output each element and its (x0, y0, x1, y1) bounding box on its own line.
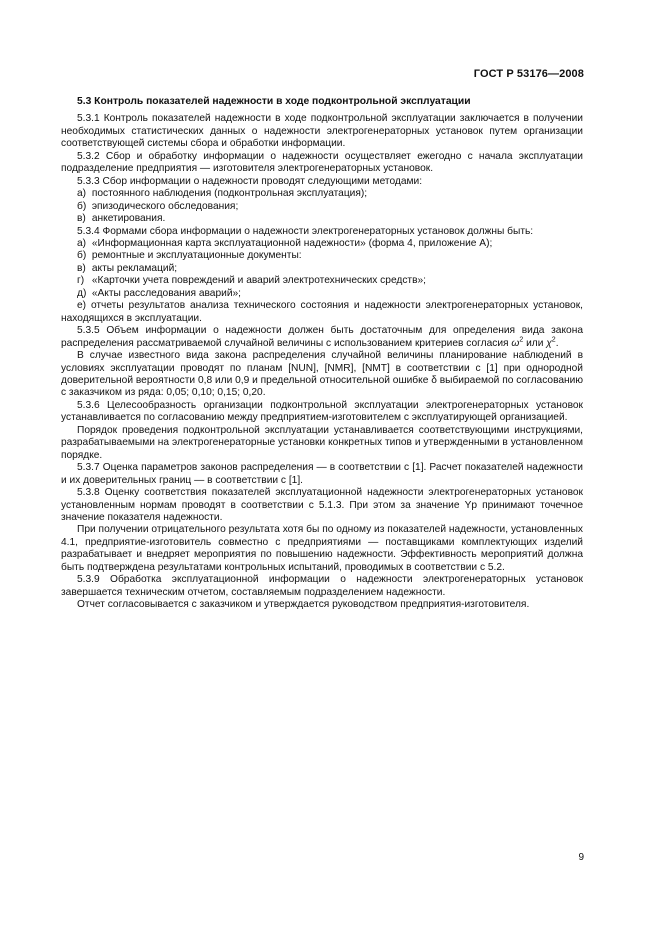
list-item-label: д) (77, 287, 87, 299)
list-item (77, 263, 583, 275)
list-item-label: а) (77, 237, 87, 249)
paragraph-5-3-6-continued: Порядок проведения подконтрольной эксплуатации устанавливается соответствующими инструкциями, разрабатываемыми на электрогенераторные установки конкретных типов и утвержденными в установленном порядке. (61, 424, 583, 461)
omega-symbol: ω (511, 337, 520, 349)
methods-list (61, 188, 583, 225)
list-item-label: б) (77, 250, 87, 262)
list-item-text: акты рекламаций; (91, 262, 178, 274)
document-body (61, 96, 583, 612)
document-standard-number: ГОСТ Р 53176—2008 (473, 68, 584, 80)
superscript-2: 2 (551, 336, 556, 344)
chi-symbol: χ (546, 337, 552, 349)
paragraph-5-3-5-continued: В случае известного вида закона распределения случайной величины планирование наблюдений в условиях эксплуатации проводят по планам [NUN], [NMR], [NMT] в соответствии с [1] при однородной доверительной вероятности 0,8 или 0,9 и предельной относительной ошибке δ выбираемой по согласованию с заказчиком из ряда: 0,05; 0,10; 0,15; 0,20. (61, 350, 583, 399)
list-item-text: постоянного наблюдения (подконтрольная эксплуатация); (91, 188, 368, 200)
list-item-text: анкетирования. (91, 213, 166, 225)
list-item (77, 238, 583, 250)
list-item-text: «Карточки учета повреждений и аварий электротехнических средств»; (91, 275, 426, 287)
list-item-label: б) (77, 200, 87, 212)
paragraph-5-3-8-continued: При получении отрицательного результата хотя бы по одному из показателей надежности, установленных 4.1, предприятие-изготовитель совместно с предприятиями — поставщиками комплектующих изделий разрабатывает и внедряет мероприятия по повышению надежности. Эффективность мероприятий должна быть подтверждена результатами контрольных испытаний, проводимых в соответствии с 5.2. (61, 524, 583, 573)
paragraph-5-3-6: 5.3.6 Целесообразность организации подконтрольной эксплуатации электрогенераторных установок устанавливается по согласованию между предприятием-изготовителем с эксплуатирующей организацией. (61, 399, 583, 424)
list-item (77, 188, 583, 200)
list-item-text: «Информационная карта эксплуатационной надежности» (форма 4, приложение А); (91, 237, 493, 249)
list-item (77, 250, 583, 262)
paragraph-5-3-5-or: или (526, 337, 547, 349)
list-item (77, 275, 583, 287)
list-item (61, 300, 583, 325)
paragraph-5-3-5 (61, 325, 583, 350)
list-item-text: эпизодического обследования; (91, 200, 239, 212)
list-item-label: е) (77, 300, 87, 312)
superscript-2: 2 (519, 336, 524, 344)
list-item-text: ремонтные и эксплуатационные документы: (91, 250, 302, 262)
list-item-text: отчеты результатов анализа технического состояния и надежности электрогенераторных установок, находящихся в эксплуатации. (61, 300, 583, 324)
list-item-label: г) (77, 275, 85, 287)
list-item-label: в) (77, 213, 86, 225)
paragraph-5-3-1: 5.3.1 Контроль показателей надежности в ходе подконтрольной эксплуатации заключается в получении необходимых статистических данных о надежности электрогенераторных установок путем организации соответствующей системы сбора и обработки информации. (61, 113, 583, 150)
paragraph-5-3-2: 5.3.2 Сбор и обработку информации о надежности осуществляет ежегодно с начала эксплуатации подразделение предприятия — изготовителя электрогенераторных установок. (61, 150, 583, 175)
forms-list (61, 238, 583, 325)
list-item (77, 201, 583, 213)
list-item (77, 213, 583, 225)
paragraph-5-3-4: 5.3.4 Формами сбора информации о надежности электрогенераторных установок должны быть: (77, 225, 534, 237)
list-item-label: а) (77, 188, 87, 200)
paragraph-5-3-3: 5.3.3 Сбор информации о надежности проводят следующими методами: (77, 175, 423, 187)
list-item (77, 288, 583, 300)
period: . (555, 337, 559, 349)
list-item-label: в) (77, 262, 86, 274)
paragraph-5-3-8: 5.3.8 Оценку соответствия показателей эксплуатационной надежности электрогенераторных установок установленным нормам проводят в соответствии с 5.1.3. При этом за значение Υр принимают точечное значение показателя надежности. (61, 487, 583, 523)
list-item-text: «Акты расследования аварий»; (91, 287, 242, 299)
paragraph-5-3-5-text: 5.3.5 Объем информации о надежности должен быть достаточным для определения вида закона распределения рассматриваемой случайной величины с использованием критериев согласия (61, 325, 583, 349)
page-number: 9 (578, 852, 584, 863)
paragraph-5-3-7: 5.3.7 Оценка параметров законов распределения — в соответствии с [1]. Расчет показателей надежности и их доверительных границ — в соответствии с [1]. (61, 462, 583, 486)
paragraph-5-3-9: 5.3.9 Обработка эксплуатационной информации о надежности электрогенераторных установок завершается техническим отчетом, составляемым подразделением надежности. (61, 574, 583, 598)
section-title: 5.3 Контроль показателей надежности в ходе подконтрольной эксплуатации (77, 96, 471, 107)
paragraph-5-3-9-continued: Отчет согласовывается с заказчиком и утверждается руководством предприятия-изготовителя. (77, 599, 530, 611)
